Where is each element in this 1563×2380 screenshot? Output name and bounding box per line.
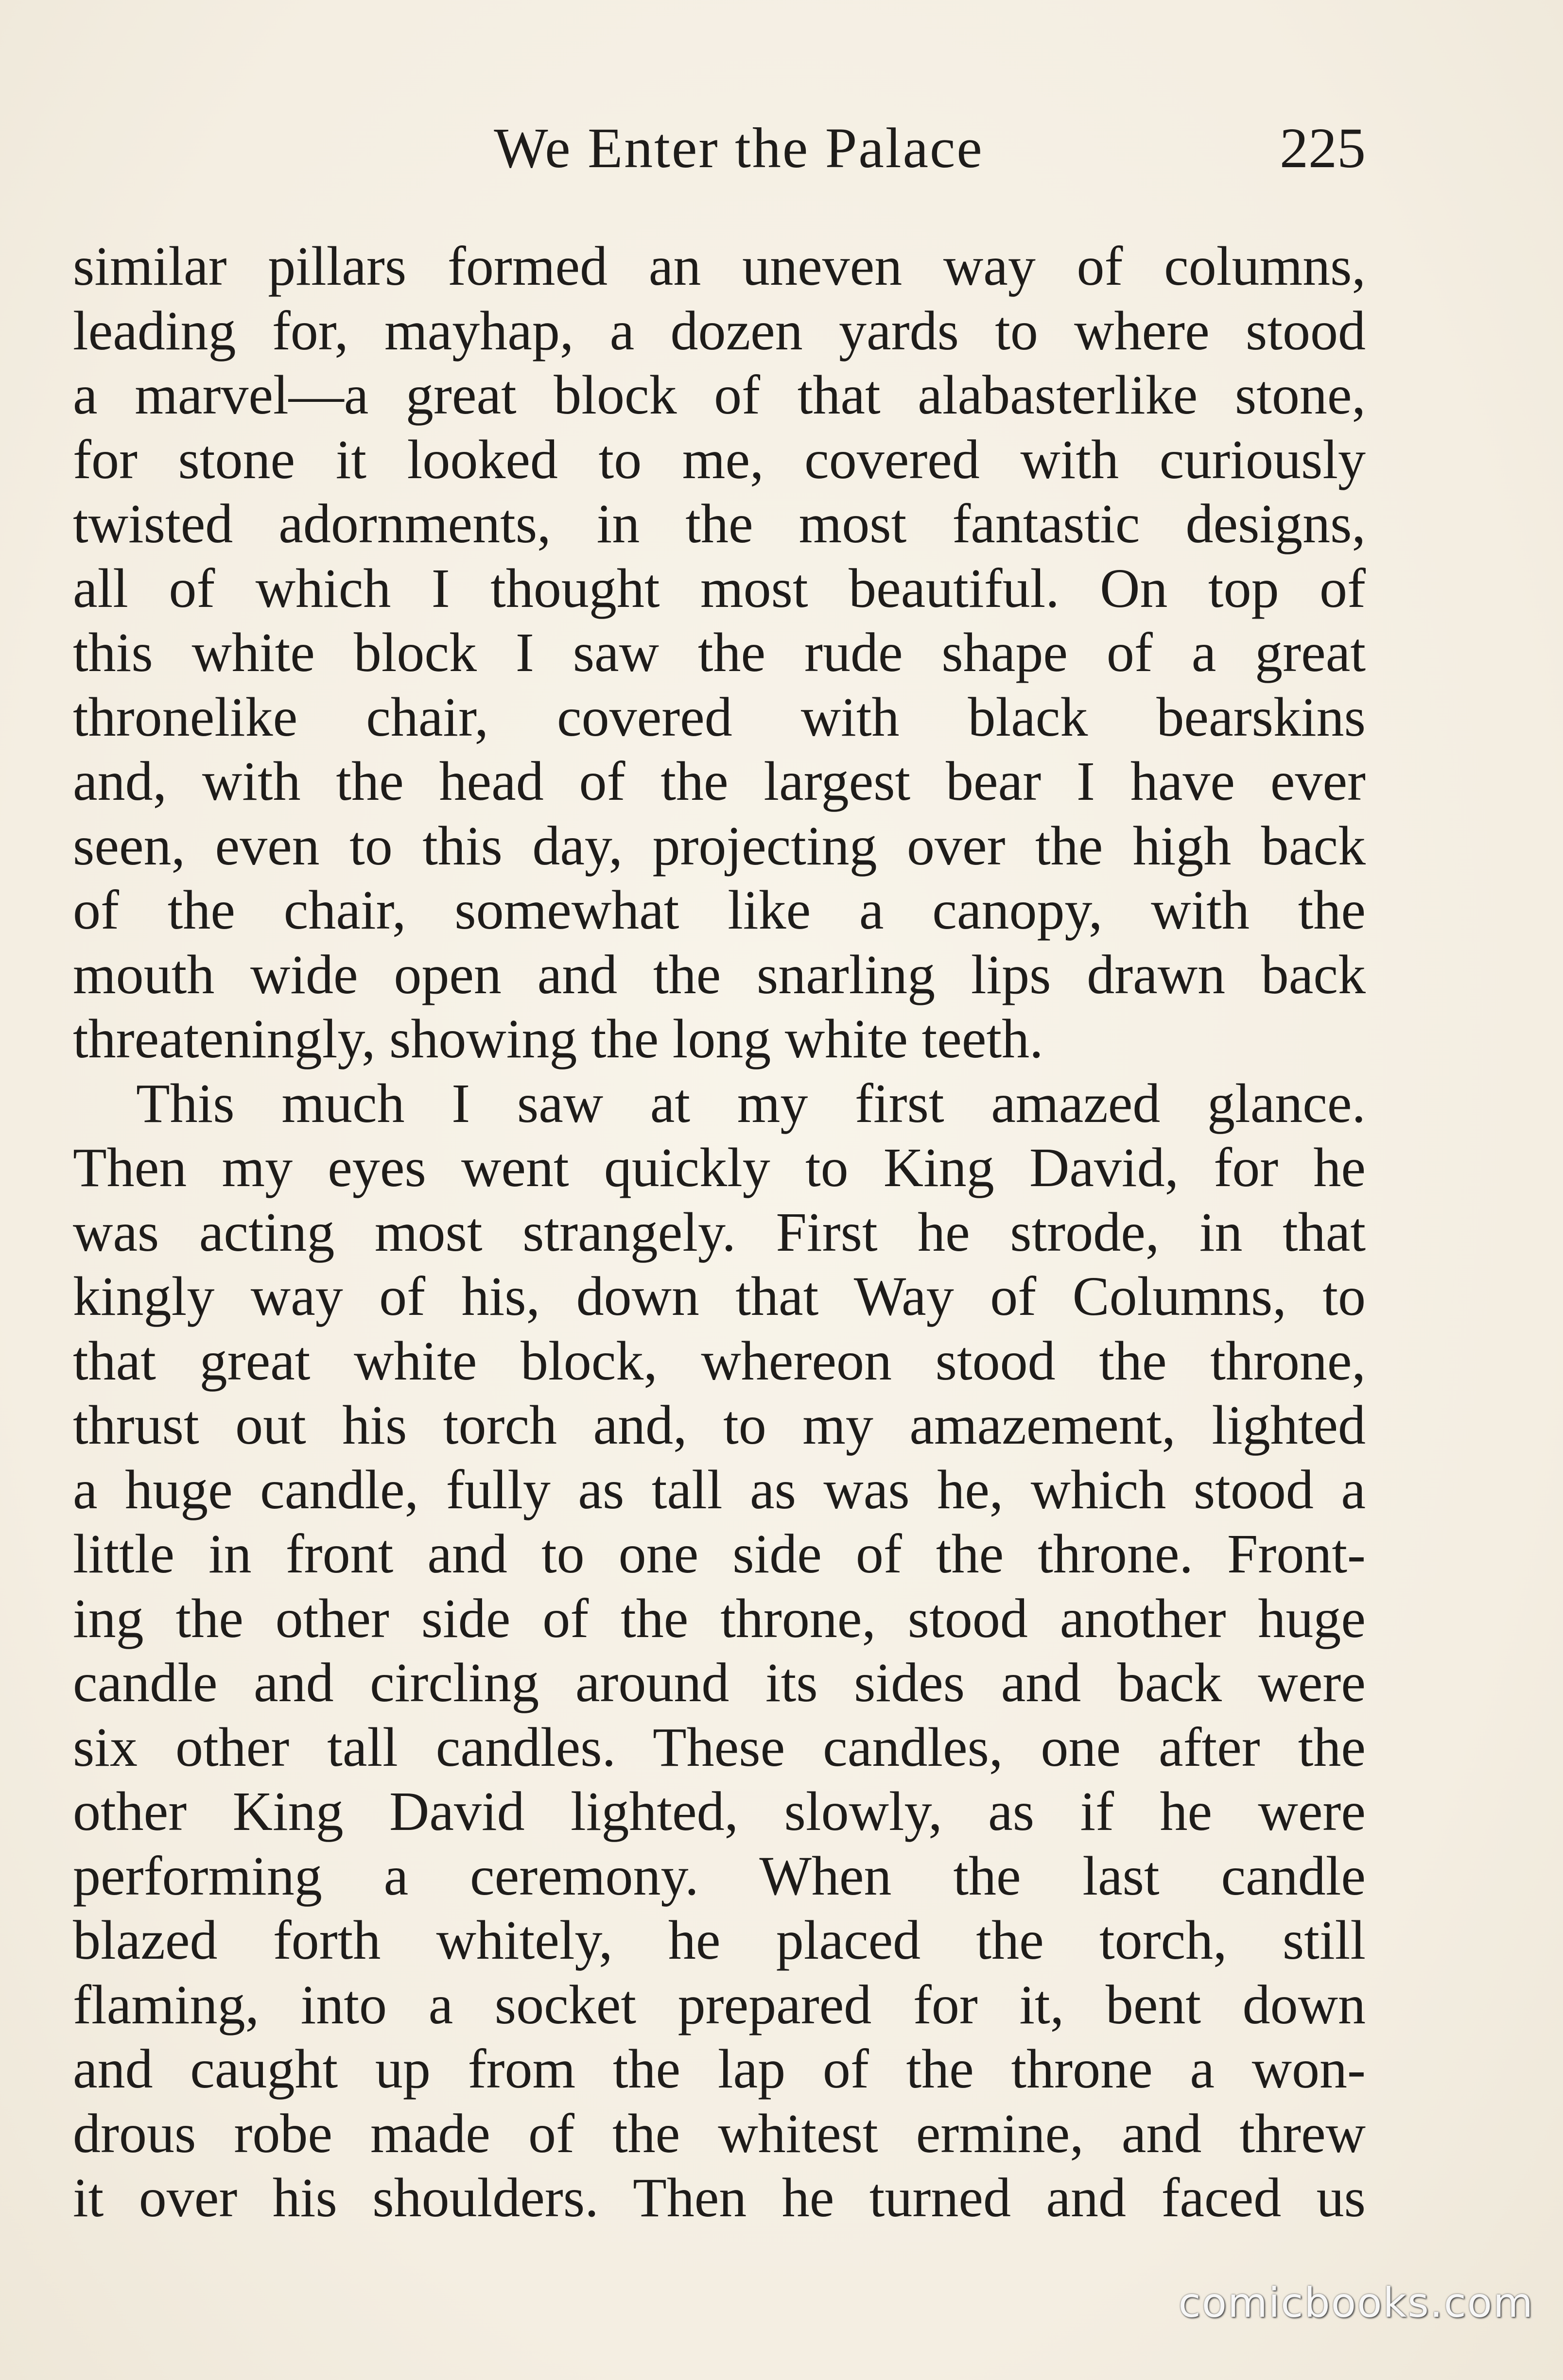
body-text [73,234,1366,2230]
text-line: little in front and to one side of the throne. Front- [73,1523,1366,1585]
text-line: that great white block, whereon stood the throne, [73,1329,1366,1392]
text-line: blazed forth whitely, he placed the torch, still [73,1909,1366,1971]
text-line: thrust out his torch and, to my amazement, lighted [73,1394,1366,1456]
running-head [73,109,1366,187]
text-line: and caught up from the lap of the throne a won- [73,2038,1366,2100]
text-line: thronelike chair, covered with black bearskins [73,686,1366,748]
paragraph-end-line: threateningly, showing the long white teeth. [73,1008,1043,1069]
text-line: for stone it looked to me, covered with curiously [73,428,1366,490]
text-line: performing a ceremony. When the last candle [73,1845,1366,1907]
text-line: twisted adornments, in the most fantastic designs, [73,493,1366,554]
text-line: was acting most strangely. First he strode, in that [73,1201,1366,1263]
text-line: Then my eyes went quickly to King David, for he [73,1137,1366,1198]
text-line: drous robe made of the whitest ermine, and threw [73,2102,1366,2164]
running-title: We Enter the Palace [494,116,984,180]
text-line: other King David lighted, slowly, as if he were [73,1780,1366,1842]
text-line: a huge candle, fully as tall as was he, which stood a [73,1458,1366,1520]
text-line: flaming, into a socket prepared for it, bent down [73,1973,1366,2035]
text-line: leading for, mayhap, a dozen yards to where stood [73,299,1366,362]
watermark: comicbooks.com [1178,2279,1534,2327]
text-line: all of which I thought most beautiful. On top of [73,557,1366,619]
text-line: mouth wide open and the snarling lips drawn back [73,943,1366,1005]
text-line: seen, even to this day, projecting over the high back [73,814,1366,877]
text-line: candle and circling around its sides and back were [73,1652,1366,1713]
text-line: a marvel—a great block of that alabasterlike stone, [73,364,1366,426]
text-line: six other tall candles. These candles, one after the [73,1716,1366,1778]
text-line: kingly way of his, down that Way of Columns, to [73,1265,1366,1327]
text-line: this white block I saw the rude shape of a great [73,621,1366,683]
text-line: ing the other side of the throne, stood another huge [73,1587,1366,1649]
text-line: it over his shoulders. Then he turned and faced us [73,2167,1366,2228]
paragraph-start-line: This much I saw at my first amazed glance. [136,1072,1366,1134]
text-line: and, with the head of the largest bear I have ever [73,750,1366,812]
text-line: similar pillars formed an uneven way of columns, [73,235,1366,297]
page-number: 225 [1280,116,1366,180]
text-line: of the chair, somewhat like a canopy, with the [73,879,1366,941]
